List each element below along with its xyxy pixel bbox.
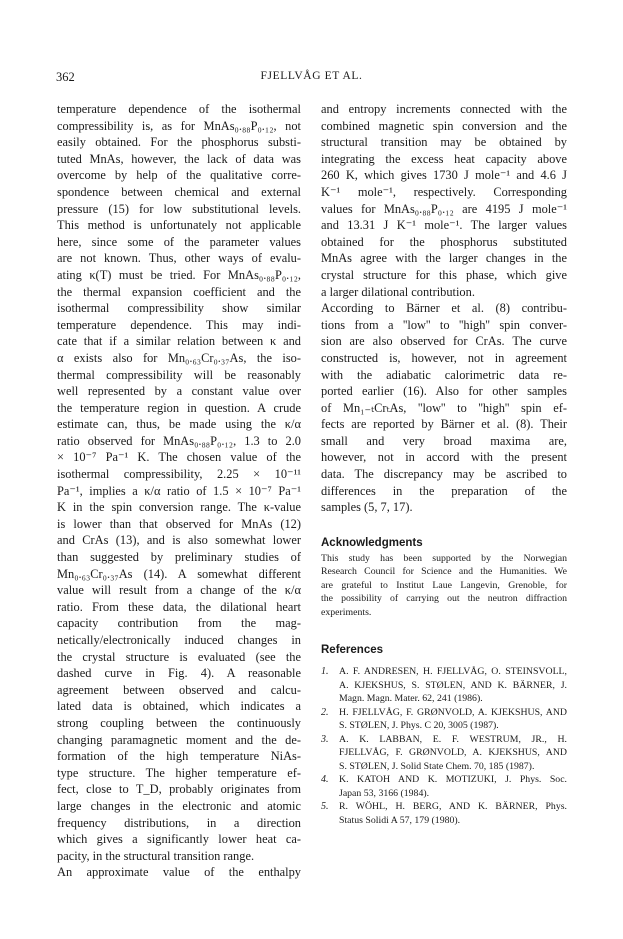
text-line: R. WÖHL, H. BERG, AND K. BÄRNER, Phys. (339, 801, 567, 813)
text-line: lated data is obtained, which indicates a (57, 699, 301, 714)
text-line: sion are also observed for CrAs. The curve (321, 334, 567, 349)
text-line: An approximate value of the enthalpy (57, 865, 301, 880)
text-line: ating κ(T) must be tried. For MnAs₀.₈₈P₀.₁₂, (57, 267, 301, 282)
text-line: Pa⁻¹, implies a κ/α ratio of 1.5 × 10⁻⁷ Pa⁻¹ (57, 483, 301, 498)
text-line: dashed curve in Fig. 4). A reasonable (57, 666, 301, 681)
text-line: Status Solidi A 57, 179 (1980). (339, 814, 461, 826)
text-line: This method is unfortunately not applicable (57, 218, 301, 233)
text-line: strong coupling between the continuously (57, 715, 301, 730)
text-line: pacity, in the structural transition range. (57, 848, 255, 863)
text-line: tions from a ''low'' to ''high'' spin conver- (321, 317, 567, 332)
reference-item (321, 733, 567, 774)
text-line: ratio observed for MnAs₀.₈₈P₀.₁₂, 1.3 to 2.0 (57, 433, 301, 448)
text-line: than suggested by preliminary studies of (57, 550, 301, 565)
reference-number: 5. (321, 801, 329, 813)
reference-list (321, 665, 567, 827)
text-line: is lower than that observed for MnAs (12) (57, 516, 301, 531)
text-line: here, since some of the parameter values (57, 234, 301, 249)
text-line: experiments. (321, 606, 372, 618)
text-line: combined magnetic spin conversion and the (321, 118, 567, 133)
text-line: isothermal compressibility, 2.25 × 10⁻¹¹ (57, 467, 301, 482)
text-line: H. FJELLVÅG, F. GRØNVOLD, A. KJEKSHUS, AND (339, 706, 567, 718)
text-line: are grateful to Institut Laue Langevin, Grenoble, for (321, 579, 567, 591)
text-line: small and very broad maxima are, (321, 433, 567, 448)
text-line: α exists also for Mn₀.₆₃Cr₀.₃₇As, the iso- (57, 350, 301, 365)
reference-number: 4. (321, 774, 329, 786)
text-line: temperature dependence. This may indi- (57, 317, 301, 332)
reference-item (321, 706, 567, 733)
text-line: samples (5, 7, 17). (321, 500, 413, 515)
text-line: Mn₀.₆₃Cr₀.₃₇As (14). A somewhat different (57, 566, 301, 581)
text-line: compressibility is, as for MnAs₀.₈₈P₀.₁₂, not (57, 118, 301, 133)
text-line: ported earlier (16). Also for other samples (321, 384, 567, 399)
page-header (0, 70, 623, 86)
text-line: differences in the preparation of the (321, 483, 567, 498)
text-line: which gives a significantly lower heat ca- (57, 832, 301, 847)
text-line: cate that if a similar relation between κ and (57, 334, 301, 349)
text-line: estimate can, thus, be made using the κ/α (57, 417, 301, 432)
text-line: According to Bärner et al. (8) contribu- (321, 301, 567, 316)
text-line: × 10⁻⁷ Pa⁻¹ K. The chosen value of the (57, 450, 301, 465)
text-line: pressure (15) for low substitutional levels. (57, 201, 301, 216)
text-line: frequency distributions, in a direction (57, 815, 301, 830)
text-line: type structure. The higher temperature ef- (57, 765, 301, 780)
text-line: of Mn₁₋ₜCrₜAs, ''low'' to ''high'' spin ef- (321, 400, 567, 415)
text-line: overcome by help of the qualitative corre- (57, 168, 301, 183)
text-line: fects are reported by Bärner et al. (8). Their (321, 417, 567, 432)
text-line: value will result from a change of the κ/α (57, 583, 301, 598)
text-line: temperature dependence of the isothermal (57, 102, 301, 116)
text-line: a larger dilational contribution. (321, 284, 475, 299)
text-line: agreement between observed and calcu- (57, 682, 301, 697)
acknowledgments-heading: Acknowledgments (321, 536, 423, 549)
text-line: MnAs agree with the larger changes in the (321, 251, 567, 266)
text-line: Japan 53, 3166 (1984). (339, 787, 430, 799)
text-line: well represented by a constant value over (57, 384, 301, 399)
text-line: and CrAs (13), and is also somewhat lower (57, 533, 301, 548)
text-line: the temperature region in question. A crude (57, 400, 301, 415)
text-line: thermal compressibility will be reasonably (57, 367, 301, 382)
text-line: crystal structure for this phase, which give (321, 267, 567, 282)
references-heading: References (321, 644, 384, 657)
text-line: with the adiabatic calorimetric data re- (321, 367, 567, 382)
text-line: values for MnAs₀.₈₈P₀.₁₂ are 4195 J mole⁻¹ (321, 201, 567, 216)
text-line: netically/electronically induced changes in (57, 633, 301, 647)
text-line: structural transition may be obtained by (321, 135, 567, 150)
text-line: data. The discrepancy may be ascribed to (321, 467, 567, 482)
text-line: are not known. Thus, other ways of evalu- (57, 251, 301, 266)
text-line: A. F. ANDRESEN, H. FJELLVÅG, O. STEINSVOLL, (339, 666, 567, 678)
text-line: and entropy increments connected with the (321, 102, 567, 116)
text-line: however, not in accord with the present (321, 450, 567, 465)
text-line: and 13.31 J K⁻¹ mole⁻¹. The larger values (321, 218, 567, 233)
reference-number: 3. (321, 733, 329, 745)
text-line: K in the spin conversion range. The κ-value (57, 500, 301, 515)
text-line: Magn. Magn. Mater. 62, 241 (1986). (339, 693, 483, 705)
text-line: obtained for the phosphorus substituted (321, 234, 567, 249)
text-line: Research Council for Science and the Humanities. We (321, 566, 567, 578)
text-line: S. STØLEN, J. Solid State Chem. 70, 185 (1987). (339, 760, 535, 772)
text-line: the thermal expansion coefficient and the (57, 284, 301, 299)
text-line: ratio. From these data, the dilational heart (57, 599, 301, 614)
text-line: the crystal structure is evaluated (see the (57, 649, 301, 664)
reference-number: 1. (321, 666, 329, 678)
text-line: tuted MnAs, however, the lack of data was (57, 151, 301, 166)
text-line: the possibility of carrying out the neutron diffraction (321, 593, 567, 605)
left-column (57, 101, 301, 881)
page-number: 362 (56, 70, 75, 84)
text-line: integrating the excess heat capacity above (321, 151, 567, 166)
text-line: fect, close to T_D, probably originates from (57, 782, 301, 797)
text-line: spondence between chemical and external (57, 184, 301, 199)
reference-item (321, 665, 567, 706)
reference-item (321, 773, 567, 800)
text-line: S. STØLEN, J. Phys. C 20, 3005 (1987). (339, 720, 499, 732)
text-line: constructed is, however, not in agreement (321, 350, 567, 365)
text-line: This study has been supported by the Norwegian (321, 552, 567, 564)
text-line: large changes in the electronic and atomic (57, 798, 301, 813)
text-line: A. K. LABBAN, E. F. WESTRUM, JR., H. (339, 733, 567, 745)
acknowledgments-body (321, 552, 567, 620)
text-line: K⁻¹ mole⁻¹, respectively. Corresponding (321, 184, 567, 199)
text-line: 260 K, which gives 1730 J mole⁻¹ and 4.6 J (321, 168, 567, 183)
text-line: A. KJEKSHUS, S. STØLEN, AND K. BÄRNER, J. (339, 679, 567, 691)
reference-number: 2. (321, 706, 329, 718)
text-line: changing paramagnetic moment and the de- (57, 732, 301, 747)
text-line: easily obtained. For the phosphorus substi- (57, 135, 301, 150)
text-line: K. KATOH AND K. MOTIZUKI, J. Phys. Soc. (339, 774, 567, 786)
text-line: isothermal compressibility show similar (57, 301, 301, 316)
text-line: formation of the high temperature NiAs- (57, 749, 301, 764)
text-line: FJELLVÅG, F. GRØNVOLD, A. KJEKSHUS, AND (339, 747, 567, 759)
text-line: capacity contribution from the mag- (57, 616, 301, 631)
right-column-body (321, 101, 567, 516)
reference-item (321, 800, 567, 827)
running-head: FJELLVÅG ET AL. (260, 70, 363, 82)
right-column (321, 101, 567, 827)
